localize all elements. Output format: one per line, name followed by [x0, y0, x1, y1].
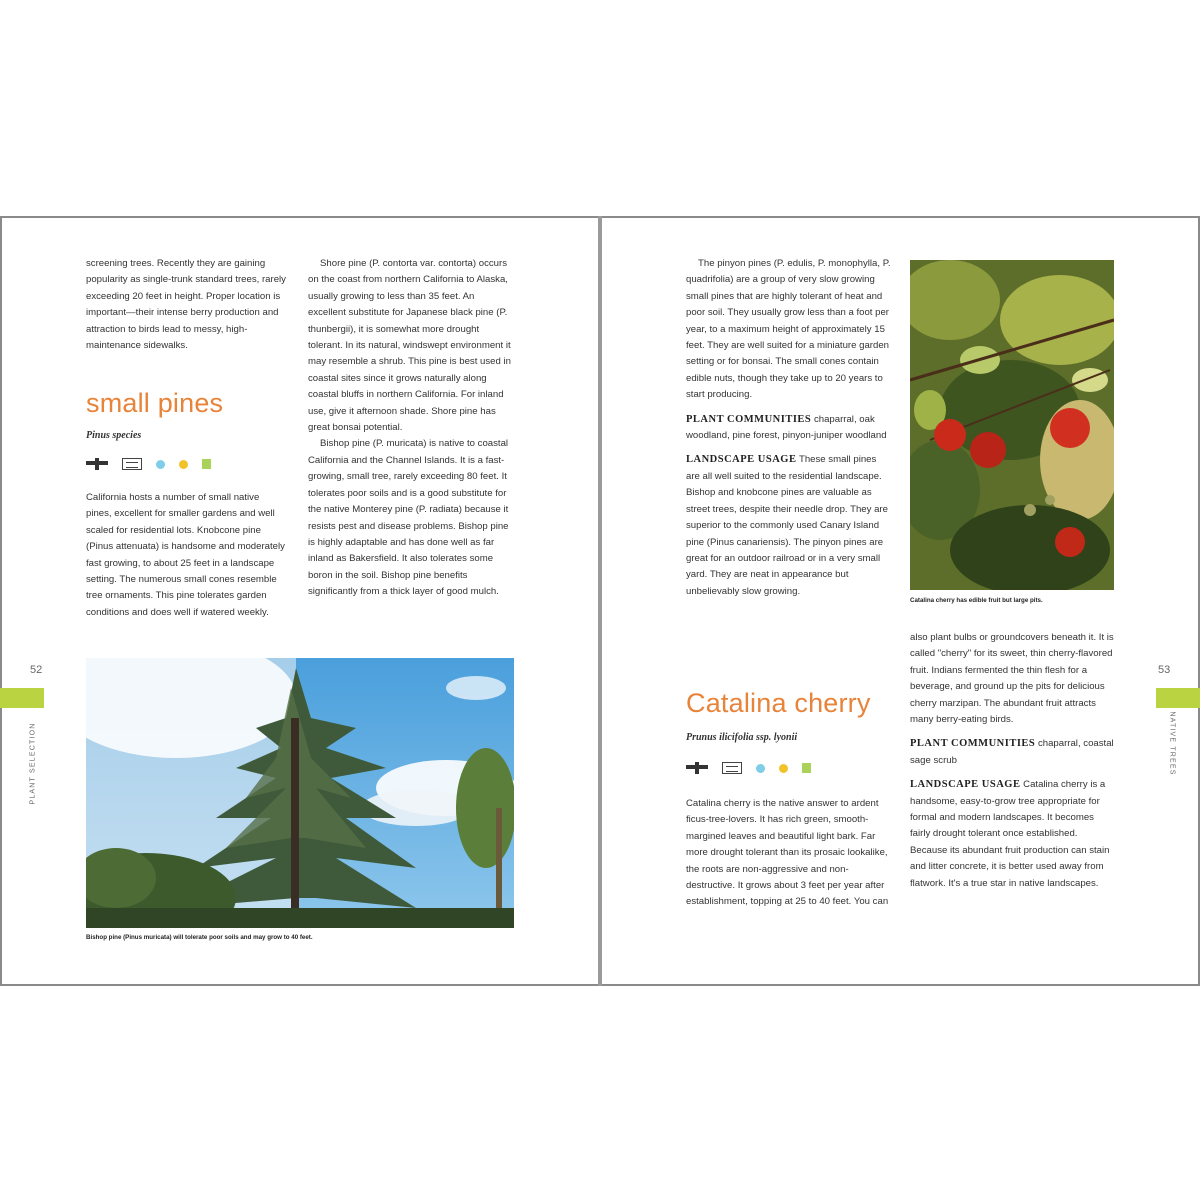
left-col2	[308, 256, 514, 601]
right-col1-bottom	[686, 796, 892, 911]
shore-pine-paragraph: Shore pine (P. contorta var. contorta) occurs on the coast from northern California to Alaska, usually growing to less than 35 feet. An excellent substitute for Japanese black pine (P. thunbergii), it is somewhat more drought tolerant. In its natural, windswept environment it may resemble a shrub. This pine is best used in coastal sites since it grows naturally along coastal bluffs in northern California. For inland use, give it afternoon shade. Shore pine has great bonsai potential.	[308, 258, 511, 434]
small-pines-latin-name: Pinus species	[86, 430, 142, 441]
intro-paragraph: screening trees. Recently they are gaining popularity as single-trunk standard trees, rarely exceeding 20 feet in height. Proper location is important—their intense berry production and attraction to birds lead to messy, high-maintenance sidewalks.	[86, 258, 286, 352]
catalina-cherry-photo	[910, 260, 1114, 590]
right-col1-top	[686, 256, 892, 600]
left-side-label: PLANT SELECTION	[29, 722, 37, 805]
left-col1-intro	[86, 256, 286, 354]
book-gutter	[598, 216, 602, 986]
landscape-usage-text-2: Catalina cherry is a handsome, easy-to-grow tree appropriate for formal and modern landscapes. It becomes fairly drought tolerant once established. Because its abundant fruit production can stain and litter concrete, it is better used away from flatwork. It's a true star in native landscapes.	[910, 779, 1110, 889]
landscape-usage-label: LANDSCAPE USAGE	[686, 454, 797, 466]
catalina-cherry-latin-name: Prunus ilicifolia ssp. lyonii	[686, 732, 798, 743]
page-edge-left	[0, 216, 2, 986]
pinyon-pines-paragraph: The pinyon pines (P. edulis, P. monophylla, P. quadrifolia) are a group of very slow growing small pines that are highly tolerant of heat and poor soil. They usually grow less than a foot per year, to a maximum height of approximately 15 feet. They are well suited for a miniature garden setting or for bonsai. The small cones contain edible nuts, though they take up to 20 years to start producing.	[686, 258, 891, 401]
catalina-cherry-heading: Catalina cherry	[686, 688, 871, 718]
leaf-icon	[202, 459, 211, 469]
small-pines-paragraph: California hosts a number of small native pines, excellent for smaller gardens and well scaled for residential lots. Knobcone pine (Pinus attenuata) is handsome and moderately fast growing, to about 25 feet in a landscape setting. The numerous small cones resemble tree ornaments. This pine tolerates garden conditions and does well if watered weekly.	[86, 492, 285, 618]
left-col1-body	[86, 490, 286, 621]
plant-communities-text-2: chaparral, coastal sage scrub	[910, 738, 1114, 766]
landscape-usage-label-2: LANDSCAPE USAGE	[910, 779, 1021, 791]
catalina-cherry-caption: Catalina cherry has edible fruit but large pits.	[910, 597, 1043, 604]
catalina-cont-paragraph: also plant bulbs or groundcovers beneath it. It is called "cherry" for its sweet, thin cherry-flavored fruit. Indians fermented the thin flesh for a beverage, and ground up the pits for delicious cherry marzipan. The abundant fruit attracts many berry-eating birds.	[910, 632, 1114, 726]
sun-icon	[779, 764, 788, 773]
leaf-icon	[802, 763, 811, 773]
landscape-usage-text: These small pines are all well suited to the residential landscape. Bishop and knobcone pines are valuable as street trees, despite their needle drop. They are superior to the commonly used Canary Island pine (Pinus canariensis). The pinyon pines are great for an outdoor railroad or in a very small yard. They are neat in appearance but unbelievably slow growing.	[686, 454, 888, 597]
tree-icon	[86, 458, 108, 470]
water-icon	[156, 460, 165, 469]
pc2-paragraph	[910, 736, 1114, 769]
lu2-paragraph	[910, 777, 1114, 892]
small-pines-icon-row	[86, 456, 211, 472]
plant-communities-label-2: PLANT COMMUNITIES	[910, 738, 1036, 750]
bishop-pine-caption: Bishop pine (Pinus muricata) will tolerate poor soils and may grow to 40 feet.	[86, 934, 313, 941]
right-side-label: NATIVE TREES	[1168, 711, 1176, 776]
plant-communities-label: PLANT COMMUNITIES	[686, 413, 812, 425]
right-page-tab	[1156, 688, 1200, 708]
catalina-icon-row	[686, 760, 811, 776]
right-col2	[910, 630, 1114, 892]
lu-paragraph	[686, 452, 892, 600]
left-page-tab	[0, 688, 44, 708]
tree-icon	[686, 762, 708, 774]
page-number-right: 53	[1158, 664, 1171, 676]
page-number-left: 52	[30, 664, 43, 676]
sun-icon	[179, 460, 188, 469]
pc-paragraph	[686, 412, 892, 445]
bishop-pine-paragraph: Bishop pine (P. muricata) is native to coastal California and the Channel Islands. It is a fast-growing, small tree, rarely exceeding 80 feet. It tolerates poor soils and is a good substitute for the native Monterey pine (P. radiata) because it resists pest and disease problems. Bishop pine is highly adaptable and has done well as far inland as Bakersfield. It also tolerates some boron in the soil. Bishop pine benefits significantly from a thick layer of good mulch.	[308, 438, 509, 598]
size-icon	[722, 762, 742, 774]
size-icon	[122, 458, 142, 470]
water-icon	[756, 764, 765, 773]
plant-communities-text: chaparral, oak woodland, pine forest, pinyon-juniper woodland	[686, 413, 887, 442]
bishop-pine-photo	[86, 658, 514, 928]
small-pines-heading: small pines	[86, 388, 224, 418]
catalina-cherry-paragraph: Catalina cherry is the native answer to ardent ficus-tree-lovers. It has rich green, smooth-margined leaves and beautiful light bark. Far more drought tolerant than its prosaic lookalike, the roots are non-aggressive and non-destructive. It grows about 3 feet per year after establishment, topping at 25 to 40 feet. You can	[686, 798, 889, 908]
